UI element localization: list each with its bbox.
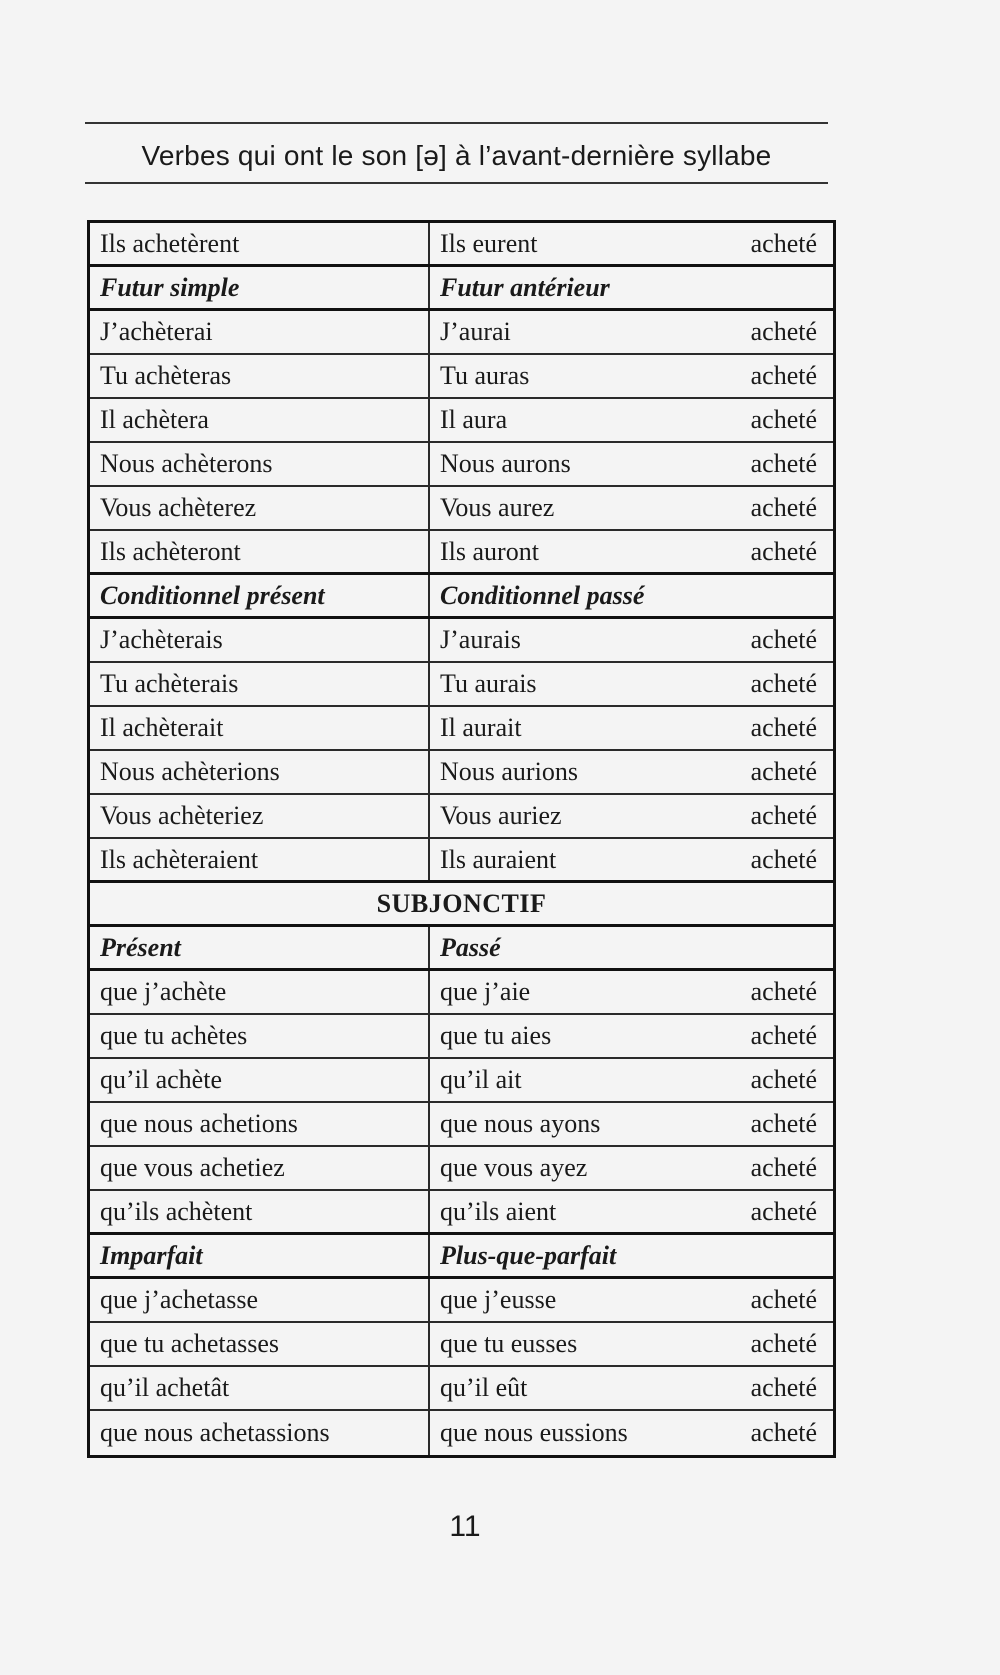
tense-header-row	[90, 1235, 833, 1279]
participle: acheté	[750, 844, 817, 874]
auxiliary-form: que nous ayons	[440, 1109, 601, 1138]
auxiliary-cell	[430, 399, 833, 441]
table-row	[90, 487, 833, 531]
auxiliary-form: Il aurait	[440, 713, 522, 742]
table-row	[90, 1015, 833, 1059]
tense-header-row	[90, 575, 833, 619]
verb-cell: que vous achetiez	[90, 1147, 430, 1189]
verb-cell: Nous achèterons	[90, 443, 430, 485]
table-row	[90, 531, 833, 575]
table-row	[90, 311, 833, 355]
participle: acheté	[750, 361, 817, 390]
auxiliary-form: Tu aurais	[440, 669, 537, 698]
verb-cell: Vous achèterez	[90, 487, 430, 529]
verb-cell: Ils achèteront	[90, 531, 430, 572]
verb-cell: J’achèterai	[90, 311, 430, 353]
table-row	[90, 1367, 833, 1411]
auxiliary-form: qu’il ait	[440, 1065, 522, 1094]
table-row	[90, 399, 833, 443]
table-row	[90, 1323, 833, 1367]
auxiliary-cell	[430, 487, 833, 529]
verb-cell: Vous achèteriez	[90, 795, 430, 837]
auxiliary-cell	[430, 1279, 833, 1321]
table-row	[90, 795, 833, 839]
table-row	[90, 751, 833, 795]
participle: acheté	[750, 1109, 817, 1138]
table-row	[90, 1147, 833, 1191]
auxiliary-cell	[430, 531, 833, 572]
auxiliary-cell	[430, 1411, 833, 1455]
auxiliary-form: Ils auront	[440, 536, 539, 566]
auxiliary-form: Il aura	[440, 405, 508, 434]
auxiliary-form: qu’il eût	[440, 1373, 528, 1402]
top-rule	[85, 122, 828, 124]
table-row	[90, 1059, 833, 1103]
verb-cell: que nous achetions	[90, 1103, 430, 1145]
verb-cell: Tu achèterais	[90, 663, 430, 705]
table-row	[90, 619, 833, 663]
auxiliary-form: Vous auriez	[440, 801, 562, 830]
auxiliary-cell	[430, 223, 833, 264]
conjugation-table	[87, 220, 836, 1458]
verb-cell: Ils achetèrent	[90, 223, 430, 264]
tense-heading-futur-simple: Futur simple	[90, 267, 430, 308]
auxiliary-cell	[430, 1323, 833, 1365]
auxiliary-cell	[430, 1059, 833, 1101]
participle: acheté	[750, 757, 817, 786]
participle: acheté	[750, 1329, 817, 1358]
participle: acheté	[750, 625, 817, 654]
verb-cell: Nous achèterions	[90, 751, 430, 793]
verb-cell: Tu achèteras	[90, 355, 430, 397]
verb-cell: J’achèterais	[90, 619, 430, 661]
participle: acheté	[750, 1285, 817, 1314]
participle: acheté	[750, 669, 817, 698]
participle: acheté	[750, 713, 817, 742]
subjonctif-heading: SUBJONCTIF	[90, 883, 833, 927]
participle: acheté	[750, 317, 817, 346]
auxiliary-cell	[430, 795, 833, 837]
auxiliary-form: que vous ayez	[440, 1153, 588, 1182]
verb-cell: qu’il achète	[90, 1059, 430, 1101]
tense-heading-futur-anterieur: Futur antérieur	[440, 272, 610, 302]
auxiliary-form: Vous aurez	[440, 493, 555, 522]
auxiliary-cell	[430, 707, 833, 749]
verb-cell: Il achètera	[90, 399, 430, 441]
tense-heading-conditionnel-present: Conditionnel présent	[90, 575, 430, 616]
auxiliary-form: Ils eurent	[440, 228, 538, 258]
participle: acheté	[750, 977, 817, 1006]
verb-cell: que tu achetasses	[90, 1323, 430, 1365]
participle: acheté	[750, 405, 817, 434]
auxiliary-form: Nous aurons	[440, 449, 571, 478]
page-number: 11	[449, 1510, 481, 1543]
auxiliary-cell	[430, 443, 833, 485]
auxiliary-cell	[430, 663, 833, 705]
table-row	[90, 443, 833, 487]
table-row	[90, 1279, 833, 1323]
auxiliary-form: que tu eusses	[440, 1329, 578, 1358]
verb-cell: que j’achetasse	[90, 1279, 430, 1321]
participle: acheté	[750, 228, 817, 258]
auxiliary-cell	[430, 1191, 833, 1232]
auxiliary-form: Nous aurions	[440, 757, 578, 786]
participle: acheté	[750, 1373, 817, 1402]
participle: acheté	[750, 1065, 817, 1094]
table-row	[90, 707, 833, 751]
auxiliary-cell	[430, 311, 833, 353]
participle: acheté	[750, 801, 817, 830]
auxiliary-cell	[430, 619, 833, 661]
page-title: Verbes qui ont le son [ə] à l’avant-dernière syllabe	[141, 140, 772, 171]
tense-heading-conditionnel-passe: Conditionnel passé	[440, 580, 645, 610]
verb-cell: qu’il achetât	[90, 1367, 430, 1409]
participle: acheté	[750, 1418, 817, 1447]
table-row	[90, 1191, 833, 1235]
auxiliary-cell	[430, 355, 833, 397]
auxiliary-cell	[430, 839, 833, 880]
tense-header-row	[90, 267, 833, 311]
table-row	[90, 355, 833, 399]
auxiliary-form: Tu auras	[440, 361, 530, 390]
verb-cell: que nous achetassions	[90, 1411, 430, 1455]
verb-cell: Il achèterait	[90, 707, 430, 749]
tense-heading-passe: Passé	[440, 932, 501, 962]
verb-cell: que j’achète	[90, 971, 430, 1013]
table-row	[90, 971, 833, 1015]
auxiliary-cell	[430, 1103, 833, 1145]
table-row	[90, 839, 833, 883]
table-row	[90, 223, 833, 267]
tense-heading-present: Présent	[90, 927, 430, 968]
participle: acheté	[750, 1153, 817, 1182]
participle: acheté	[750, 1196, 817, 1226]
tense-heading-plus-que-parfait: Plus-que-parfait	[440, 1240, 617, 1270]
auxiliary-cell	[430, 751, 833, 793]
title-underline-rule	[85, 182, 828, 184]
table-row	[90, 663, 833, 707]
auxiliary-form: que tu aies	[440, 1021, 552, 1050]
verb-cell: Ils achèteraient	[90, 839, 430, 880]
auxiliary-form: J’aurais	[440, 625, 521, 654]
auxiliary-form: que j’eusse	[440, 1285, 557, 1314]
auxiliary-cell	[430, 1367, 833, 1409]
tense-heading-imparfait: Imparfait	[90, 1235, 430, 1276]
participle: acheté	[750, 449, 817, 478]
auxiliary-form: qu’ils aient	[440, 1196, 557, 1226]
auxiliary-form: J’aurai	[440, 317, 511, 346]
auxiliary-form: Ils auraient	[440, 844, 557, 874]
verb-cell: que tu achètes	[90, 1015, 430, 1057]
participle: acheté	[750, 1021, 817, 1050]
auxiliary-cell	[430, 1015, 833, 1057]
table-row	[90, 1411, 833, 1455]
tense-header-row	[90, 927, 833, 971]
auxiliary-form: que j’aie	[440, 977, 531, 1006]
auxiliary-cell	[430, 971, 833, 1013]
verb-cell: qu’ils achètent	[90, 1191, 430, 1232]
participle: acheté	[750, 493, 817, 522]
auxiliary-form: que nous eussions	[440, 1418, 628, 1447]
participle: acheté	[750, 536, 817, 566]
table-row	[90, 1103, 833, 1147]
auxiliary-cell	[430, 1147, 833, 1189]
